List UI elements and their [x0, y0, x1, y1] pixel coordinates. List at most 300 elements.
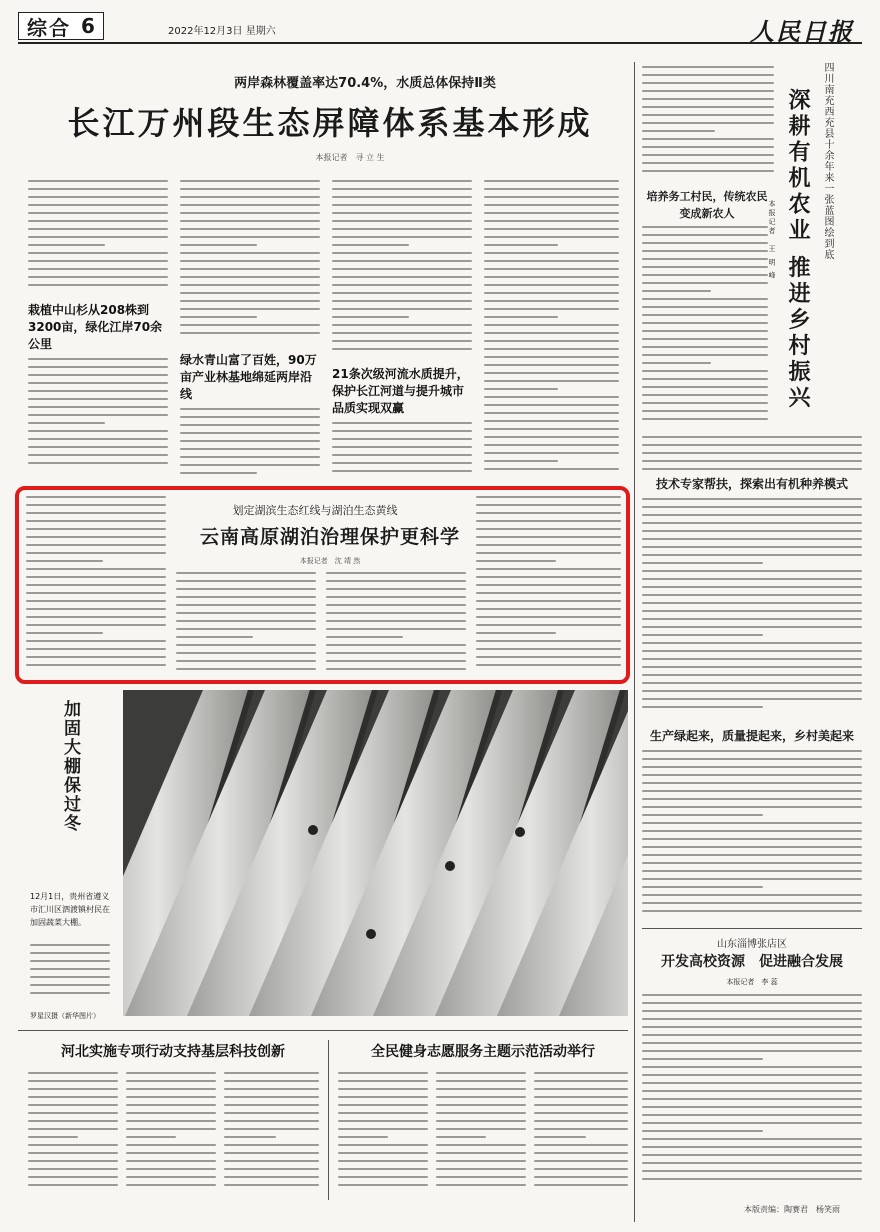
text-line: [28, 1096, 118, 1098]
text-line: [26, 584, 166, 586]
text-line: [28, 366, 168, 368]
text-line: [180, 188, 320, 190]
text-line: [642, 1154, 862, 1156]
text-line: [642, 766, 862, 768]
text-line: [332, 180, 472, 182]
text-line: [332, 236, 472, 238]
text-line: [180, 432, 320, 434]
text-line: [180, 332, 320, 334]
bottom-left-headline[interactable]: 河北实施专项行动支持基层科技创新: [61, 1044, 285, 1060]
text-line: [332, 348, 472, 350]
text-line: [332, 462, 472, 464]
right-text-top: [642, 66, 774, 182]
text-line: [642, 586, 862, 588]
text-line: [332, 308, 472, 310]
text-line: [26, 568, 166, 570]
text-line: [642, 468, 862, 470]
text-line: [476, 528, 621, 530]
text-line: [642, 774, 862, 776]
text-line: [332, 276, 472, 278]
text-line: [28, 358, 168, 360]
text-line: [484, 276, 619, 278]
text-line: [642, 290, 711, 292]
text-line: [476, 536, 621, 538]
text-line: [28, 406, 168, 408]
text-line: [180, 228, 320, 230]
text-line: [30, 992, 110, 994]
text-line: [642, 674, 862, 676]
text-line: [176, 628, 316, 630]
text-line: [534, 1128, 628, 1130]
text-line: [484, 284, 619, 286]
text-line: [332, 340, 472, 342]
lead-text-col-1b: [28, 358, 168, 478]
text-line: [642, 642, 862, 644]
text-line: [642, 562, 763, 564]
text-line: [28, 1136, 78, 1138]
text-line: [28, 1080, 118, 1082]
text-line: [126, 1168, 216, 1170]
text-line: [180, 448, 320, 450]
text-line: [126, 1184, 216, 1186]
text-line: [30, 984, 110, 986]
text-line: [28, 228, 168, 230]
text-line: [28, 188, 168, 190]
shandong-text: [642, 994, 862, 1194]
text-line: [642, 170, 774, 172]
text-line: [338, 1128, 428, 1130]
text-line: [332, 446, 472, 448]
text-line: [476, 512, 621, 514]
text-line: [642, 994, 862, 996]
text-line: [28, 268, 168, 270]
text-line: [642, 362, 711, 364]
text-line: [28, 454, 168, 456]
text-line: [26, 520, 166, 522]
text-line: [30, 960, 110, 962]
text-line: [28, 1120, 118, 1122]
text-line: [180, 424, 320, 426]
text-line: [476, 576, 621, 578]
text-line: [28, 252, 168, 254]
text-line: [642, 830, 862, 832]
page-number: 6: [81, 14, 95, 38]
text-line: [26, 600, 166, 602]
text-line: [28, 212, 168, 214]
right-byline: 本报记者 王 明 峰: [768, 200, 776, 281]
text-line: [26, 624, 166, 626]
text-line: [28, 276, 168, 278]
text-line: [26, 560, 103, 562]
text-line: [642, 410, 768, 412]
text-line: [534, 1160, 628, 1162]
text-line: [332, 196, 472, 198]
text-line: [436, 1080, 526, 1082]
hl-text-col-4: [476, 496, 621, 676]
text-line: [484, 268, 619, 270]
text-line: [484, 260, 619, 262]
text-line: [180, 316, 257, 318]
text-line: [642, 378, 768, 380]
text-line: [224, 1160, 319, 1162]
text-line: [642, 554, 862, 556]
text-line: [642, 514, 862, 516]
text-line: [224, 1176, 319, 1178]
text-line: [642, 1002, 862, 1004]
divider: [18, 1030, 628, 1031]
text-line: [28, 1168, 118, 1170]
text-line: [642, 854, 862, 856]
right-vertical-headline: 深耕有机农业 推进乡村振兴: [785, 88, 810, 412]
text-line: [484, 188, 619, 190]
text-line: [534, 1152, 628, 1154]
text-line: [484, 332, 619, 334]
text-line: [224, 1136, 276, 1138]
text-line: [484, 380, 619, 382]
text-line: [338, 1152, 428, 1154]
text-line: [28, 244, 105, 246]
text-line: [332, 316, 409, 318]
text-line: [642, 418, 768, 420]
text-line: [326, 644, 466, 646]
text-line: [180, 276, 320, 278]
text-line: [176, 572, 316, 574]
text-line: [642, 1042, 862, 1044]
greenhouse-photo: [123, 690, 628, 1016]
text-line: [436, 1136, 486, 1138]
right-text-3: [642, 750, 862, 926]
text-line: [180, 292, 320, 294]
text-line: [642, 690, 862, 692]
text-line: [436, 1168, 526, 1170]
text-line: [326, 668, 466, 670]
text-line: [642, 1162, 862, 1164]
text-line: [534, 1168, 628, 1170]
text-line: [642, 436, 862, 438]
text-line: [332, 228, 472, 230]
text-line: [534, 1144, 628, 1146]
text-line: [642, 314, 768, 316]
text-line: [642, 610, 862, 612]
text-line: [642, 530, 862, 532]
text-line: [642, 402, 768, 404]
lead-headline: 长江万州段生态屏障体系基本形成: [67, 104, 593, 142]
text-line: [28, 438, 168, 440]
text-line: [176, 636, 253, 638]
text-line: [642, 282, 768, 284]
text-line: [642, 846, 862, 848]
text-line: [176, 580, 316, 582]
text-line: [28, 1176, 118, 1178]
text-line: [476, 640, 621, 642]
text-line: [26, 664, 166, 666]
text-line: [484, 420, 619, 422]
text-line: [642, 74, 774, 76]
text-line: [642, 274, 768, 276]
text-line: [642, 114, 774, 116]
text-line: [338, 1088, 428, 1090]
text-line: [26, 528, 166, 530]
text-line: [476, 584, 621, 586]
text-line: [224, 1088, 319, 1090]
text-line: [642, 790, 862, 792]
text-line: [642, 902, 862, 904]
text-line: [26, 536, 166, 538]
text-line: [436, 1184, 526, 1186]
shandong-byline: 本报记者 李 蕊: [726, 978, 778, 986]
text-line: [26, 544, 166, 546]
text-line: [642, 838, 862, 840]
lead-text-col-4: [484, 180, 619, 480]
text-line: [126, 1152, 216, 1154]
text-line: [484, 228, 619, 230]
text-line: [642, 1098, 862, 1100]
text-line: [642, 346, 768, 348]
text-line: [642, 298, 768, 300]
text-line: [326, 652, 466, 654]
text-line: [534, 1072, 628, 1074]
text-line: [484, 244, 558, 246]
text-line: [176, 652, 316, 654]
text-line: [642, 806, 862, 808]
text-line: [484, 308, 619, 310]
text-line: [326, 628, 466, 630]
right-text-1: [642, 226, 768, 432]
text-line: [476, 552, 621, 554]
text-line: [642, 1146, 862, 1148]
text-line: [436, 1128, 526, 1130]
lead-subhead-2: 绿水青山富了百姓，90万亩产业林基地绵延两岸沿线: [180, 353, 317, 401]
text-line: [126, 1128, 216, 1130]
text-line: [642, 162, 774, 164]
text-line: [30, 944, 110, 946]
text-line: [642, 1026, 862, 1028]
text-line: [26, 640, 166, 642]
text-line: [642, 234, 768, 236]
text-line: [476, 520, 621, 522]
text-line: [224, 1184, 319, 1186]
text-line: [30, 976, 110, 978]
text-line: [126, 1080, 216, 1082]
text-line: [224, 1168, 319, 1170]
text-line: [28, 180, 168, 182]
text-line: [476, 608, 621, 610]
text-line: [224, 1128, 319, 1130]
text-line: [224, 1096, 319, 1098]
bottom-mid-text-2: [436, 1072, 526, 1198]
text-line: [642, 862, 862, 864]
text-line: [436, 1160, 526, 1162]
text-line: [28, 398, 168, 400]
text-line: [176, 612, 316, 614]
text-line: [642, 266, 768, 268]
right-text-2: [642, 498, 862, 722]
text-line: [642, 1074, 862, 1076]
text-line: [28, 430, 168, 432]
text-line: [484, 220, 619, 222]
text-line: [326, 612, 466, 614]
text-line: [642, 138, 774, 140]
text-line: [28, 1104, 118, 1106]
text-line: [26, 656, 166, 658]
highlight-kicker: 划定湖滨生态红线与湖泊生态黄线: [232, 504, 398, 517]
text-line: [484, 444, 619, 446]
text-line: [484, 212, 619, 214]
text-line: [534, 1112, 628, 1114]
bottom-mid-headline[interactable]: 全民健身志愿服务主题示范活动举行: [371, 1044, 595, 1060]
text-line: [642, 1010, 862, 1012]
text-line: [28, 1088, 118, 1090]
text-line: [484, 316, 558, 318]
text-line: [484, 460, 558, 462]
text-line: [484, 412, 619, 414]
text-line: [176, 604, 316, 606]
text-line: [642, 626, 862, 628]
text-line: [642, 798, 862, 800]
text-line: [642, 878, 862, 880]
text-line: [642, 570, 862, 572]
text-line: [224, 1144, 319, 1146]
text-line: [176, 588, 316, 590]
text-line: [642, 498, 862, 500]
text-line: [180, 260, 320, 262]
text-line: [642, 82, 774, 84]
text-line: [338, 1096, 428, 1098]
bottom-mid-text-3: [534, 1072, 628, 1198]
text-line: [332, 422, 472, 424]
photo-credit: 罗星汉摄（新华图片）: [30, 1012, 100, 1020]
text-line: [534, 1184, 628, 1186]
text-line: [180, 308, 320, 310]
text-line: [326, 572, 466, 574]
text-line: [224, 1072, 319, 1074]
text-line: [338, 1176, 428, 1178]
text-line: [642, 90, 774, 92]
text-line: [484, 356, 619, 358]
text-line: [642, 1058, 763, 1060]
newspaper-logo: 人民日报: [750, 17, 854, 46]
lead-byline: 本报记者 寻 立 生: [315, 153, 385, 162]
text-line: [642, 682, 862, 684]
text-line: [534, 1104, 628, 1106]
text-line: [484, 404, 619, 406]
greenhouse-illustration: [123, 690, 628, 1016]
text-line: [642, 1066, 862, 1068]
shandong-headline[interactable]: 开发高校资源 促进融合发展: [661, 954, 843, 970]
text-line: [180, 244, 257, 246]
text-line: [26, 592, 166, 594]
text-line: [642, 886, 763, 888]
text-line: [642, 1114, 862, 1116]
text-line: [642, 452, 862, 454]
text-line: [332, 324, 472, 326]
text-line: [338, 1136, 388, 1138]
text-line: [26, 496, 166, 498]
text-line: [126, 1144, 216, 1146]
lead-text-col-3b: [332, 422, 472, 480]
right-series-tag: 四川南充西充县十余年来一张蓝图绘到底: [822, 62, 833, 260]
text-line: [436, 1112, 526, 1114]
text-line: [642, 618, 862, 620]
text-line: [642, 394, 768, 396]
text-line: [26, 576, 166, 578]
text-line: [484, 452, 619, 454]
text-line: [642, 758, 862, 760]
bottom-left-text-1: [28, 1072, 118, 1198]
text-line: [476, 568, 621, 570]
text-line: [26, 552, 166, 554]
highlight-headline[interactable]: 云南高原湖泊治理保护更科学: [199, 526, 460, 548]
text-line: [642, 1170, 862, 1172]
text-line: [28, 422, 105, 424]
text-line: [642, 1090, 862, 1092]
text-line: [642, 650, 862, 652]
text-line: [642, 870, 862, 872]
text-line: [180, 300, 320, 302]
text-line: [180, 416, 320, 418]
lead-text-col-2b: [180, 408, 320, 480]
text-line: [180, 472, 257, 474]
text-line: [484, 364, 619, 366]
text-line: [642, 1050, 862, 1052]
text-line: [326, 604, 466, 606]
publication-date: 2022年12月3日 星期六: [168, 26, 276, 37]
text-line: [476, 560, 556, 562]
text-line: [332, 212, 472, 214]
text-line: [534, 1088, 628, 1090]
text-line: [642, 354, 768, 356]
text-line: [534, 1120, 628, 1122]
text-line: [326, 580, 466, 582]
text-line: [332, 204, 472, 206]
highlight-byline: 本报记者 沈 靖 然: [299, 557, 361, 565]
text-line: [476, 592, 621, 594]
text-line: [642, 226, 768, 228]
text-line: [642, 1018, 862, 1020]
text-line: [476, 656, 621, 658]
editor-credit: 本版责编：陶赛君 杨笑雨: [744, 1205, 840, 1214]
text-line: [642, 250, 768, 252]
text-line: [642, 1106, 862, 1108]
text-line: [338, 1160, 428, 1162]
text-line: [26, 512, 166, 514]
text-line: [180, 324, 320, 326]
text-line: [332, 244, 409, 246]
text-line: [476, 624, 621, 626]
text-line: [126, 1176, 216, 1178]
text-line: [476, 496, 621, 498]
text-line: [30, 968, 110, 970]
text-line: [26, 504, 166, 506]
text-line: [436, 1088, 526, 1090]
text-line: [326, 636, 403, 638]
text-line: [332, 470, 472, 472]
text-line: [28, 204, 168, 206]
lead-text-col-1: [28, 180, 168, 300]
lead-text-col-3: [332, 180, 472, 360]
text-line: [534, 1080, 628, 1082]
text-line: [484, 396, 619, 398]
text-line: [126, 1104, 216, 1106]
text-line: [642, 706, 763, 708]
text-line: [484, 372, 619, 374]
text-line: [26, 616, 166, 618]
text-line: [642, 338, 768, 340]
text-line: [26, 632, 103, 634]
text-line: [332, 430, 472, 432]
text-line: [436, 1152, 526, 1154]
text-line: [642, 506, 862, 508]
